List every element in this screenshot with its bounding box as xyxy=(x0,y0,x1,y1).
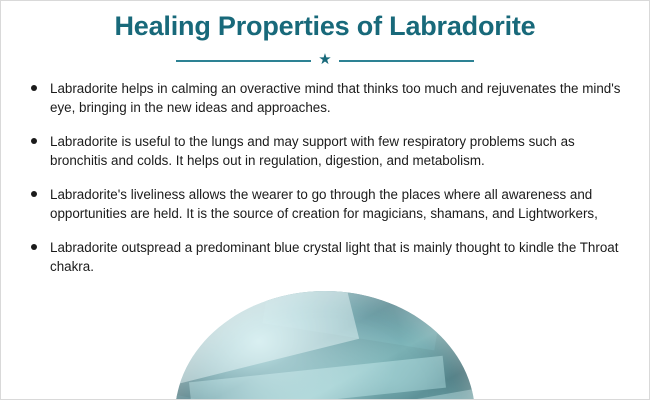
divider-line-left xyxy=(176,60,311,62)
list-item: Labradorite's liveliness allows the wearer to go through the places where all awareness and opportunities are held. It is the source of creation for magicians, shamans, and Lightworkers, xyxy=(25,185,625,223)
labradorite-stone-image xyxy=(175,291,475,400)
divider-line-right xyxy=(339,60,474,62)
list-item: Labradorite outspread a predominant blue crystal light that is mainly thought to kindle the Throat chakra. xyxy=(25,238,625,276)
content-area xyxy=(1,69,649,276)
star-icon: ★ xyxy=(318,51,332,69)
bullet-list xyxy=(25,79,625,276)
page-title: Healing Properties of Labradorite xyxy=(114,11,536,41)
list-item: Labradorite is useful to the lungs and may support with few respiratory problems such as bronchitis and colds. It helps out in regulation, digestion, and metabolism. xyxy=(25,132,625,170)
title-divider xyxy=(1,53,649,69)
list-item: Labradorite helps in calming an overactive mind that thinks too much and rejuvenates the mind's eye, bringing in the new ideas and approaches. xyxy=(25,79,625,117)
